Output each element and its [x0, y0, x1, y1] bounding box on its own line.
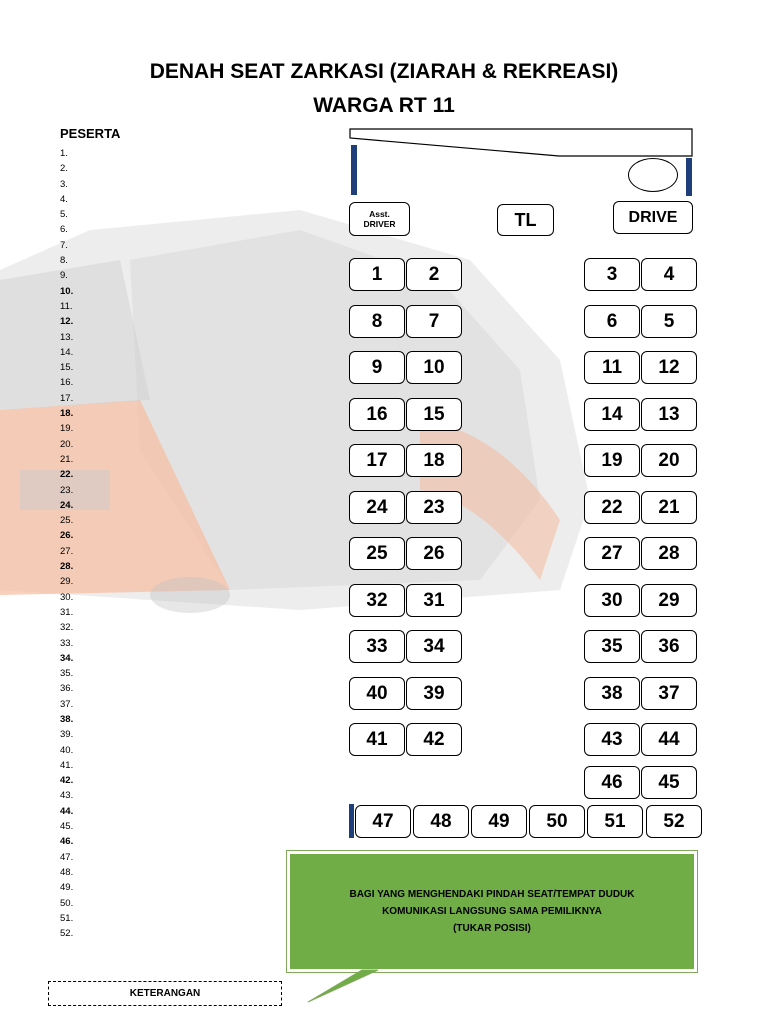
seat: 18 [406, 444, 462, 477]
peserta-item: 43. [60, 790, 74, 802]
peserta-item: 40. [60, 744, 74, 756]
peserta-list [60, 146, 73, 941]
seat: 38 [584, 677, 640, 710]
peserta-item: 8. [60, 255, 68, 267]
peserta-item: 39. [60, 729, 74, 741]
peserta-item: 15. [60, 362, 74, 374]
seat: 26 [406, 537, 462, 570]
seat: 36 [641, 630, 697, 663]
seat: 2 [406, 258, 462, 291]
seat: 51 [587, 805, 643, 838]
peserta-item: 47. [60, 851, 74, 863]
seat: 52 [646, 805, 702, 838]
seat: 43 [584, 723, 640, 756]
seat-asst-driver [349, 202, 410, 236]
peserta-item: 7. [60, 239, 68, 251]
peserta-item: 6. [60, 224, 68, 236]
seat: 39 [406, 677, 462, 710]
seat: 31 [406, 584, 462, 617]
seat: 13 [641, 398, 697, 431]
page-title: DENAH SEAT ZARKASI (ZIARAH & REKREASI) [149, 60, 619, 83]
peserta-item: 4. [60, 193, 68, 205]
note-line-2: KOMUNIKASI LANGSUNG SAMA PEMILIKNYA [382, 906, 602, 917]
peserta-heading: PESERTA [60, 126, 121, 141]
peserta-item: 14. [60, 346, 74, 358]
seat: 1 [349, 258, 405, 291]
seat: 27 [584, 537, 640, 570]
seat: 11 [584, 351, 640, 384]
seat: 50 [529, 805, 585, 838]
peserta-item: 32. [60, 622, 74, 634]
seat: 16 [349, 398, 405, 431]
note-line-1: BAGI YANG MENGHENDAKI PINDAH SEAT/TEMPAT DUDUK [349, 889, 635, 900]
peserta-item: 19. [60, 423, 74, 435]
callout-tail [300, 968, 380, 1004]
asst-label: Asst. [369, 209, 390, 219]
peserta-item: 38. [60, 713, 74, 725]
seat: 42 [406, 723, 462, 756]
peserta-item: 26. [60, 530, 74, 542]
seat: 20 [641, 444, 697, 477]
peserta-item: 35. [60, 668, 74, 680]
seat: 33 [349, 630, 405, 663]
seat: 32 [349, 584, 405, 617]
seat: 17 [349, 444, 405, 477]
peserta-item: 30. [60, 591, 74, 603]
seat: 35 [584, 630, 640, 663]
peserta-item: 41. [60, 759, 74, 771]
peserta-item: 21. [60, 453, 74, 465]
seat: 23 [406, 491, 462, 524]
peserta-item: 25. [60, 515, 74, 527]
peserta-item: 34. [60, 652, 74, 664]
seat: 30 [584, 584, 640, 617]
seat: 48 [413, 805, 469, 838]
seat: 5 [641, 305, 697, 338]
seat: 47 [355, 805, 411, 838]
peserta-item: 16. [60, 377, 74, 389]
seat: 14 [584, 398, 640, 431]
seat: 21 [641, 491, 697, 524]
seat: 19 [584, 444, 640, 477]
bus-illustration [0, 200, 600, 620]
peserta-item: 52. [60, 928, 74, 940]
peserta-item: 46. [60, 836, 74, 848]
peserta-item: 23. [60, 484, 74, 496]
driver-label: DRIVER [363, 219, 396, 229]
peserta-item: 33. [60, 637, 74, 649]
bus-windshield [349, 128, 693, 158]
peserta-item: 29. [60, 576, 74, 588]
seat: 22 [584, 491, 640, 524]
peserta-item: 42. [60, 775, 74, 787]
left-mirror-bar [351, 145, 357, 195]
seat: 44 [641, 723, 697, 756]
seat: 25 [349, 537, 405, 570]
info-callout [287, 851, 697, 972]
peserta-item: 44. [60, 805, 74, 817]
peserta-item: 24. [60, 499, 74, 511]
keterangan-box: KETERANGAN [48, 981, 282, 1006]
right-mirror-bar [686, 158, 692, 196]
seat: 7 [406, 305, 462, 338]
seat: 8 [349, 305, 405, 338]
seat: 29 [641, 584, 697, 617]
peserta-item: 13. [60, 331, 74, 343]
seat: 4 [641, 258, 697, 291]
seat: 12 [641, 351, 697, 384]
peserta-item: 48. [60, 866, 74, 878]
peserta-item: 22. [60, 469, 74, 481]
peserta-item: 17. [60, 392, 74, 404]
peserta-item: 5. [60, 209, 68, 221]
peserta-item: 1. [60, 148, 68, 159]
seat: 37 [641, 677, 697, 710]
seat: 40 [349, 677, 405, 710]
seat: 41 [349, 723, 405, 756]
rear-accent-bar [349, 804, 354, 838]
note-line-3: (TUKAR POSISI) [453, 923, 531, 934]
peserta-item: 36. [60, 683, 74, 695]
peserta-item: 3. [60, 178, 68, 190]
peserta-item: 11. [60, 300, 73, 312]
peserta-item: 51. [60, 912, 74, 924]
peserta-item: 12. [60, 316, 74, 328]
seat: 24 [349, 491, 405, 524]
seat-tl: TL [497, 204, 554, 236]
seat: 49 [471, 805, 527, 838]
seat: 10 [406, 351, 462, 384]
seat: 3 [584, 258, 640, 291]
seat: 15 [406, 398, 462, 431]
seat: 46 [584, 766, 640, 799]
peserta-item: 37. [60, 698, 74, 710]
peserta-item: 27. [60, 545, 74, 557]
peserta-item: 49. [60, 882, 74, 894]
seat: 9 [349, 351, 405, 384]
peserta-item: 50. [60, 897, 74, 909]
page-subtitle: WARGA RT 11 [313, 94, 455, 117]
peserta-item: 20. [60, 438, 74, 450]
seat: 34 [406, 630, 462, 663]
seat-drive: DRIVE [613, 201, 693, 234]
seat: 6 [584, 305, 640, 338]
seat: 28 [641, 537, 697, 570]
peserta-item: 10. [60, 285, 74, 297]
peserta-item: 9. [60, 270, 68, 282]
peserta-item: 18. [60, 408, 74, 420]
peserta-item: 31. [60, 606, 74, 618]
peserta-item: 2. [60, 163, 68, 175]
steering-wheel-icon [628, 158, 678, 192]
peserta-item: 28. [60, 561, 74, 573]
seat: 45 [641, 766, 697, 799]
peserta-item: 45. [60, 821, 74, 833]
